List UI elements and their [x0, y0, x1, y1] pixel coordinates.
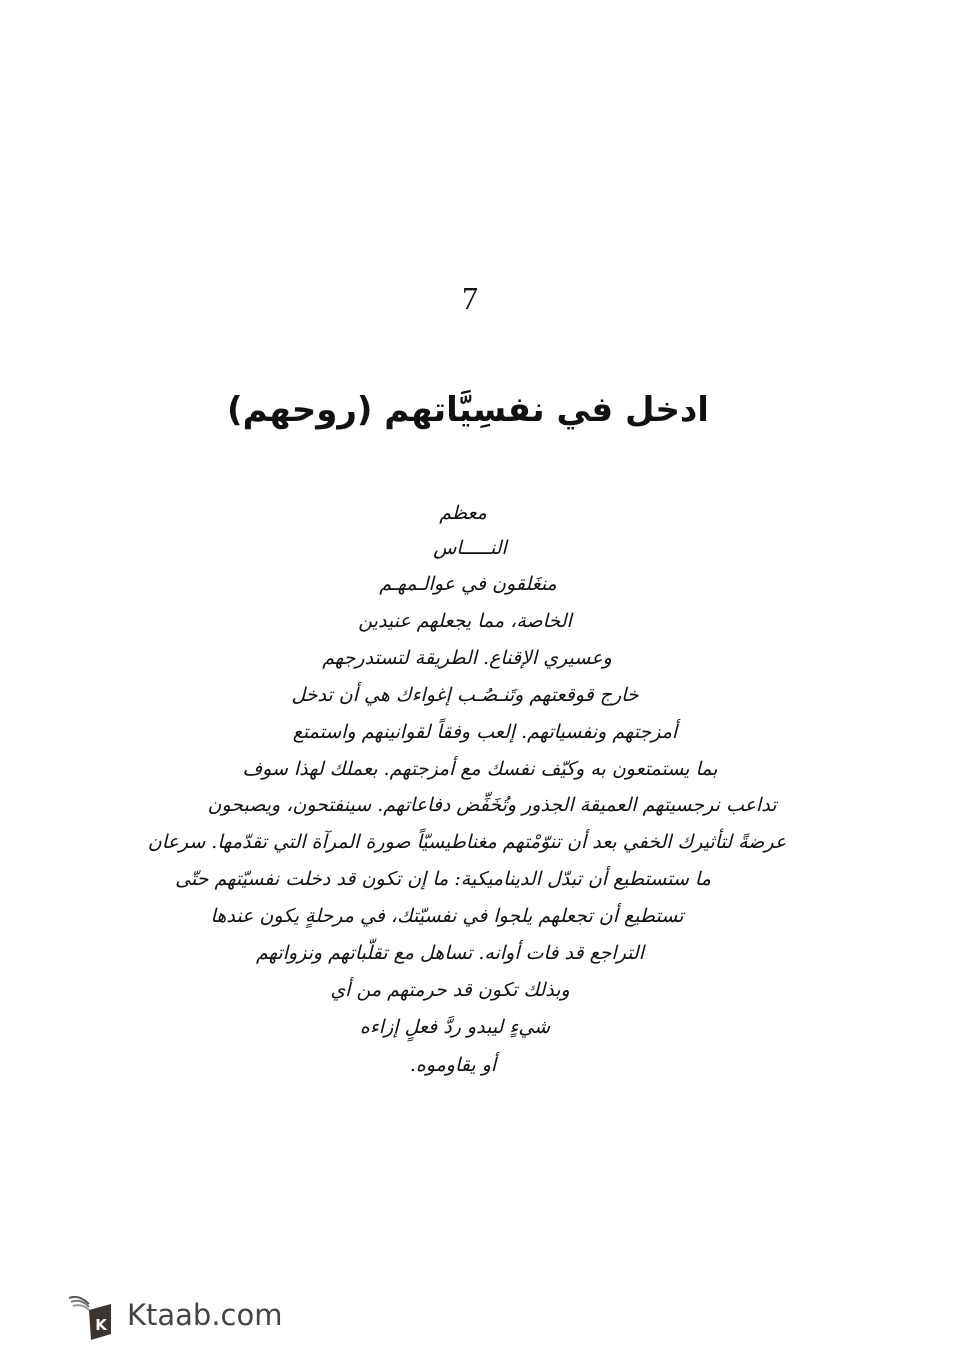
body-line: الخاصة، مما يجعلهم عنيدين: [358, 610, 572, 632]
body-line: وعسيري الإقناع. الطريقة لتستدرجهم: [322, 647, 612, 669]
logo-text: Ktaab.com: [127, 1298, 283, 1332]
book-icon: [65, 1290, 115, 1340]
body-line: ما ستستطيع أن تبدّل الديناميكية: ما إن تكون قد دخلت نفسيّتهم حتّى: [175, 868, 711, 890]
body-line: شيءٍ ليبدو ردَّ فعلٍ إزاءه: [359, 1016, 551, 1038]
body-line: وبذلك تكون قد حرمتهم من أي: [330, 979, 570, 1001]
chapter-title: ادخل في نفسِيَّاتهم (روحهم): [227, 390, 709, 430]
body-line: عرضةً لتأثيرك الخفي بعد أن تنوّمْتهم مغناطيسيّاً صورة المرآة التي تقدّمها. سرعان: [147, 831, 787, 853]
body-line: أمزجتهم ونفسياتهم. إلعب وفقاً لقوانينهم واستمتع: [292, 721, 678, 743]
ktaab-logo: [65, 1290, 283, 1340]
body-line: التراجع قد فات أوانه. تساهل مع تقلّباتهم ونزواتهم: [256, 942, 644, 964]
body-line: أو يقاوموه.: [409, 1054, 497, 1076]
body-line: تستطيع أن تجعلهم يلجوا في نفسيّتك، في مرحلةٍ يكون عندها: [210, 905, 684, 927]
body-line: معظم: [439, 502, 487, 524]
body-line: النـــــاس: [433, 537, 507, 559]
body-line: منغَلقون في عوالـمهـم: [379, 573, 557, 595]
chapter-number: 7: [462, 280, 478, 316]
body-line: تداعب نرجسيتهم العميقة الجذور وتُخَفِّض دفاعاتهم. سينفتحون، ويصبحون: [207, 794, 777, 816]
logo-letter: K: [95, 1316, 107, 1334]
body-line: بما يستمتعون به وكيّف نفسك مع أمزجتهم. بعملك لهذا سوف: [242, 758, 718, 780]
body-line: خارج قوقعتهم وتَنـصُـب إغواءك هي أن تدخل: [291, 684, 639, 706]
